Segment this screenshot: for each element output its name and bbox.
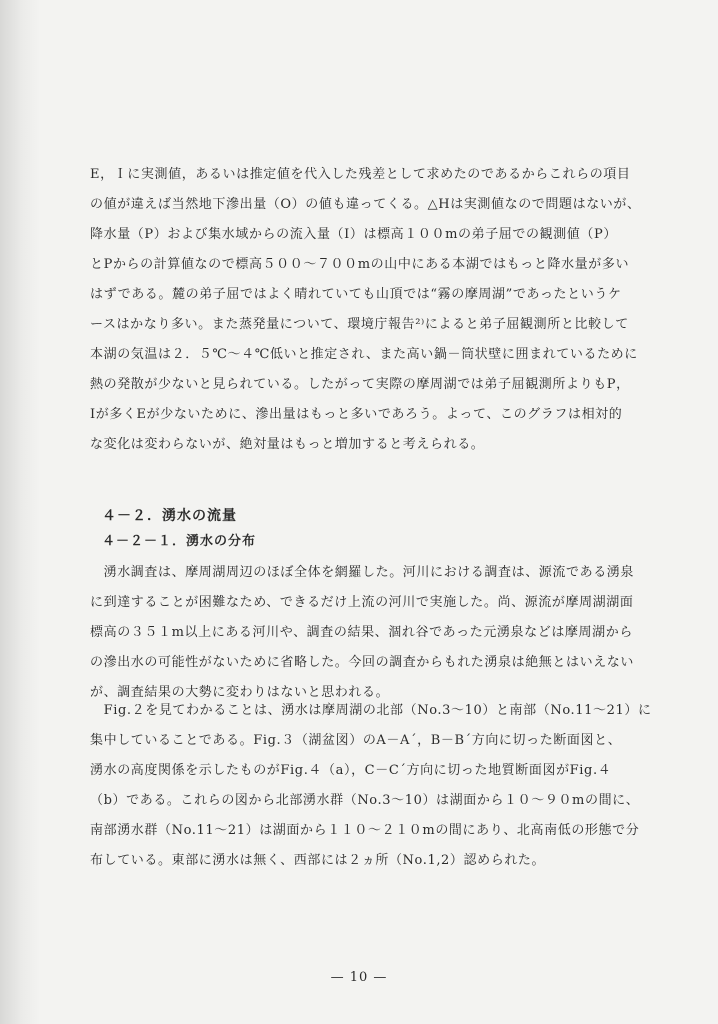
text-line: 湧水の高度関係を示したものがFig.４（a），C－C´方向に切った地質断面図がFig.４	[90, 763, 612, 778]
text-line: E，Ｉに実測値，あるいは推定値を代入した残差として求めたのであるからこれらの項目	[90, 167, 631, 182]
text-line: 南部湧水群（No.11～21）は湖面から１１０～２１０mの間にあり、北高南低の形態で分	[90, 823, 640, 838]
text-line: 熱の発散が少ないと見られている。したがって実際の摩周湖では弟子屈観測所よりもP，	[90, 377, 630, 392]
text-line: の値が違えば当然地下滲出量（O）の値も違ってくる。△Hは実測値なので問題はないが、	[90, 197, 641, 212]
paragraph-spring-survey	[90, 558, 650, 708]
paragraph-water-balance	[90, 160, 650, 460]
text-line: 本湖の気温は２．５℃～４℃低いと推定され、また高い鍋－筒状壁に囲まれているために	[90, 347, 638, 362]
text-line: に到達することが困難なため、できるだけ上流の河川で実施した。尚、源流が摩周湖湖面	[90, 595, 634, 610]
text-line: とPからの計算値なので標高５００～７００mの山中にある本湖ではもっと降水量が多い	[90, 257, 630, 272]
text-line: 布している。東部に湧水は無く、西部には２ヵ所（No.1,2）認められた。	[90, 853, 546, 868]
page-number: — 10 —	[330, 970, 388, 985]
text-line: 湧水調査は、摩周湖周辺のほぼ全体を網羅した。河川における調査は、源流である湧泉	[90, 565, 635, 580]
text-line: Iが多くEが少ないために、滲出量はもっと多いであろう。よって、このグラフは相対的	[90, 407, 623, 422]
paragraph-spring-distribution	[90, 696, 650, 876]
section-heading: ４－２．湧水の流量	[102, 508, 237, 524]
text-line: Fig.２を見てわかることは、湧水は摩周湖の北部（No.3～10）と南部（No.11～21）に	[90, 703, 652, 718]
text-line: 標高の３５１m以上にある河川や、調査の結果、涸れ谷であった元湧泉などは摩周湖から	[90, 625, 633, 640]
text-line: 降水量（P）および集水域からの流入量（I）は標高１００mの弟子屈での観測値（P）	[90, 227, 617, 242]
text-line: 集中していることである。Fig.３（湖盆図）のA－A´，B－B´方向に切った断面図と、	[90, 733, 622, 748]
text-line: の滲出水の可能性がないために省略した。今回の調査からもれた湧泉は絶無とはいえない	[90, 655, 635, 670]
subsection-heading: ４－２－１．湧水の分布	[102, 534, 257, 549]
text-line: な変化は変わらないが、絶対量はもっと増加すると考えられる。	[90, 437, 485, 452]
text-line: （b）である。これらの図から北部湧水群（No.3～10）は湖面から１０～９０mの間に、	[90, 793, 640, 808]
text-line: ースはかなり多い。また蒸発量について、環境庁報告²⁾によると弟子屈観測所と比較して	[90, 317, 629, 332]
text-line: が、調査結果の大勢に変わりはないと思われる。	[90, 685, 390, 700]
text-line: はずである。麓の弟子屈ではよく晴れていても山頂では“霧の摩周湖”であったというケ	[90, 287, 622, 302]
